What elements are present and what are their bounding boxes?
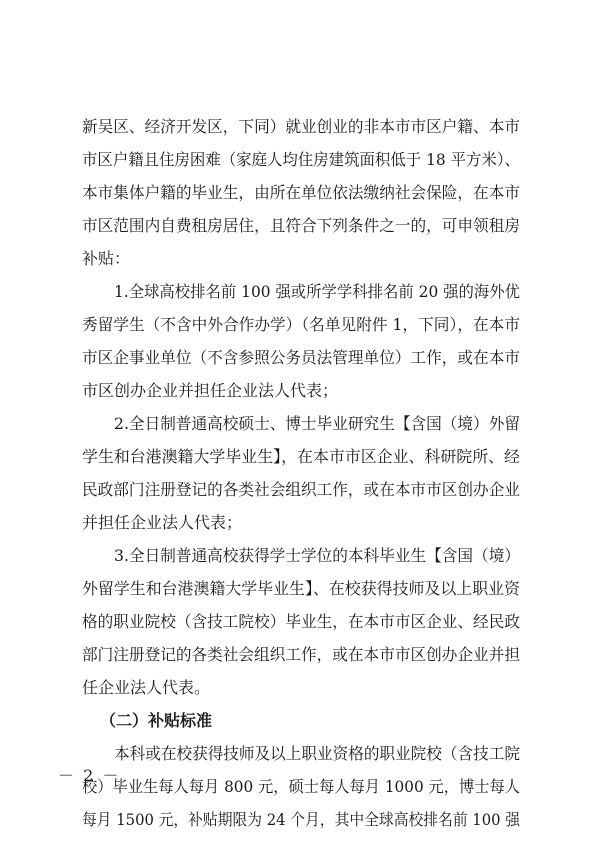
section-heading: （二）补贴标准 xyxy=(100,711,213,730)
text-line: 市区创办企业并担任企业法人代表； xyxy=(82,381,339,400)
text-line: 每月 1500 元，补贴期限为 24 个月，其中全球高校排名前 100 强 xyxy=(82,810,520,829)
text-line: 1.全球高校排名前 100 强或所学学科排名前 20 强的海外优 xyxy=(114,282,520,301)
text-line: 并担任企业法人代表； xyxy=(82,513,243,532)
text-line: 2.全日制普通高校硕士、博士毕业研究生【含国（境）外留 xyxy=(114,414,520,433)
text-line: 格的职业院校（含技工院校）毕业生，在本市市区企业、经民政 xyxy=(82,612,520,631)
text-line: 市区范围内自费租房居住，且符合下列条件之一的，可申领租房 xyxy=(82,216,520,235)
page-number: － 2 － xyxy=(58,766,121,785)
text-line: 任企业法人代表。 xyxy=(82,678,211,697)
text-line: 外留学生和台港澳籍大学毕业生】、在校获得技师及以上职业资 xyxy=(82,579,520,598)
text-line: 市区企事业单位（不含参照公务员法管理单位）工作，或在本市 xyxy=(82,348,520,367)
text-line: 本科或在校获得技师及以上职业资格的职业院校（含技工院 xyxy=(114,744,520,763)
text-line: 秀留学生（不含中外合作办学）（名单见附件 1，下同），在本市 xyxy=(82,315,520,334)
text-line: 部门注册登记的各类社会组织工作，或在本市市区创办企业并担 xyxy=(82,645,520,664)
text-line: 新吴区、经济开发区，下同）就业创业的非本市市区户籍、本市 xyxy=(82,117,520,136)
text-line: 市区户籍且住房困难（家庭人均住房建筑面积低于 18 平方米）、 xyxy=(82,150,520,169)
text-line: 补贴： xyxy=(82,249,131,268)
text-line: 校）毕业生每人每月 800 元，硕士每人每月 1000 元，博士每人 xyxy=(82,777,520,796)
text-line: 3.全日制普通高校获得学士学位的本科毕业生【含国（境） xyxy=(114,546,520,565)
text-line: 学生和台港澳籍大学毕业生】，在本市市区企业、科研院所、经 xyxy=(82,447,520,466)
text-line: 本市集体户籍的毕业生，由所在单位依法缴纳社会保险，在本市 xyxy=(82,183,520,202)
text-line: 民政部门注册登记的各类社会组织工作，或在本市市区创办企业 xyxy=(82,480,520,499)
